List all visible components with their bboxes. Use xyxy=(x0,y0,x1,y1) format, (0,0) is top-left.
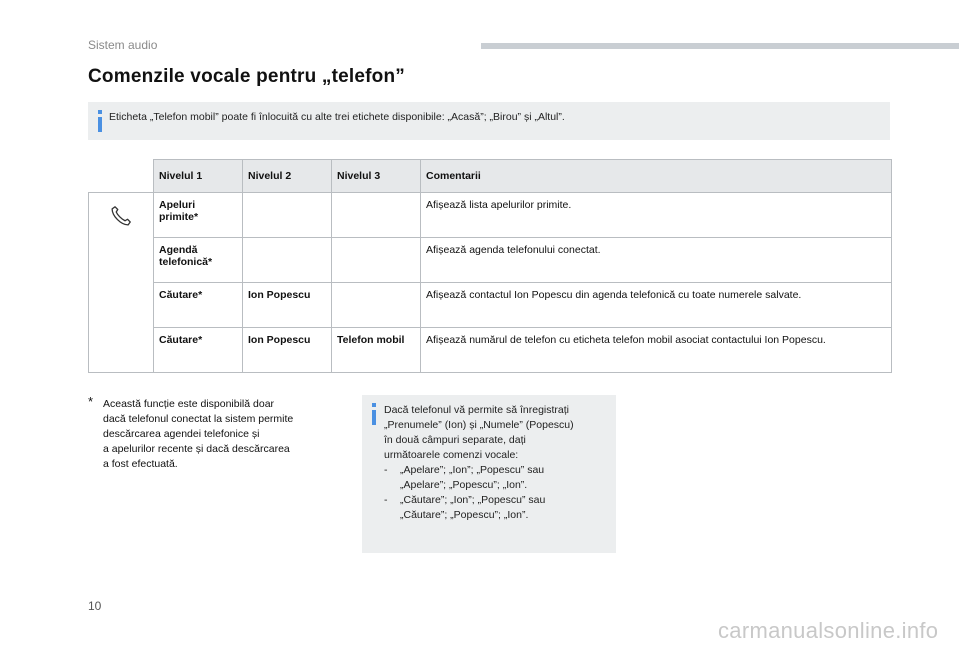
footnote-text: Această funcție este disponibilă doar dacă telefonul conectat la sistem permite descărcarea agendei telefonice și a apelurilor recente și dacă descărcarea a fost efectuată. xyxy=(103,398,294,470)
level-1-cell: Căutare* xyxy=(154,328,243,373)
comment-cell: Afișează numărul de telefon cu eticheta telefon mobil asociat contactului Ion Popescu. xyxy=(421,328,892,373)
table-row xyxy=(89,193,892,238)
info-icon xyxy=(368,403,380,425)
level-2-cell xyxy=(243,193,332,238)
header-level-3: Nivelul 3 xyxy=(332,160,421,193)
footnote-marker: * xyxy=(88,394,94,409)
header-divider-bar xyxy=(481,43,959,49)
comment-cell: Afișează lista apelurilor primite. xyxy=(421,193,892,238)
info-note-box xyxy=(88,102,890,140)
watermark: carmanualsonline.info xyxy=(718,618,939,643)
level-2-cell: Ion Popescu xyxy=(243,283,332,328)
level-1-cell: Apeluri primite* xyxy=(154,193,243,238)
phone-icon xyxy=(108,203,134,229)
level-1-cell: Căutare* xyxy=(154,283,243,328)
level-2-cell xyxy=(243,238,332,283)
page-title: Comenzile vocale pentru „telefon” xyxy=(88,66,405,87)
comment-cell: Afișează agenda telefonului conectat. xyxy=(421,238,892,283)
table-row xyxy=(89,238,892,283)
page-number: 10 xyxy=(88,599,102,613)
level-1-cell: Agendă telefonică* xyxy=(154,238,243,283)
table-header-row xyxy=(89,160,892,193)
comment-cell: Afișează contactul Ion Popescu din agenda telefonică cu toate numerele salvate. xyxy=(421,283,892,328)
level-3-cell xyxy=(332,238,421,283)
tip-text: Dacă telefonul vă permite să înregistrați „Prenumele” (Ion) și „Numele” (Popescu) în două câmpuri separate, dați următoarele comenzi vocale: - „Apelare”; „Ion”; „Popescu” sau „Apelare”; „Popescu”; „Ion”. - „Căutare”; „Ion”; „Popescu” sau „Căutare”; „Popescu”; „Ion”. xyxy=(384,403,612,523)
info-icon xyxy=(94,110,106,132)
header-comments: Comentarii xyxy=(421,160,892,193)
tip-list-item: - „Căutare”; „Ion”; „Popescu” sau xyxy=(384,494,546,506)
table-row xyxy=(89,328,892,373)
level-2-cell: Ion Popescu xyxy=(243,328,332,373)
tip-list-item: - „Apelare”; „Ion”; „Popescu” sau xyxy=(384,464,545,476)
table-header-blank xyxy=(89,160,154,193)
header-level-2: Nivelul 2 xyxy=(243,160,332,193)
table-row xyxy=(89,283,892,328)
tip-box xyxy=(362,395,616,553)
level-3-cell: Telefon mobil xyxy=(332,328,421,373)
level-3-cell xyxy=(332,283,421,328)
phone-icon-cell xyxy=(89,193,154,373)
voice-commands-table xyxy=(88,159,892,373)
header-level-1: Nivelul 1 xyxy=(154,160,243,193)
section-label: Sistem audio xyxy=(88,38,158,52)
info-note-text: Eticheta „Telefon mobil” poate fi înlocuită cu alte trei etichete disponibile: „Acasă”; „Birou” și „Altul”. xyxy=(109,111,565,123)
level-3-cell xyxy=(332,193,421,238)
